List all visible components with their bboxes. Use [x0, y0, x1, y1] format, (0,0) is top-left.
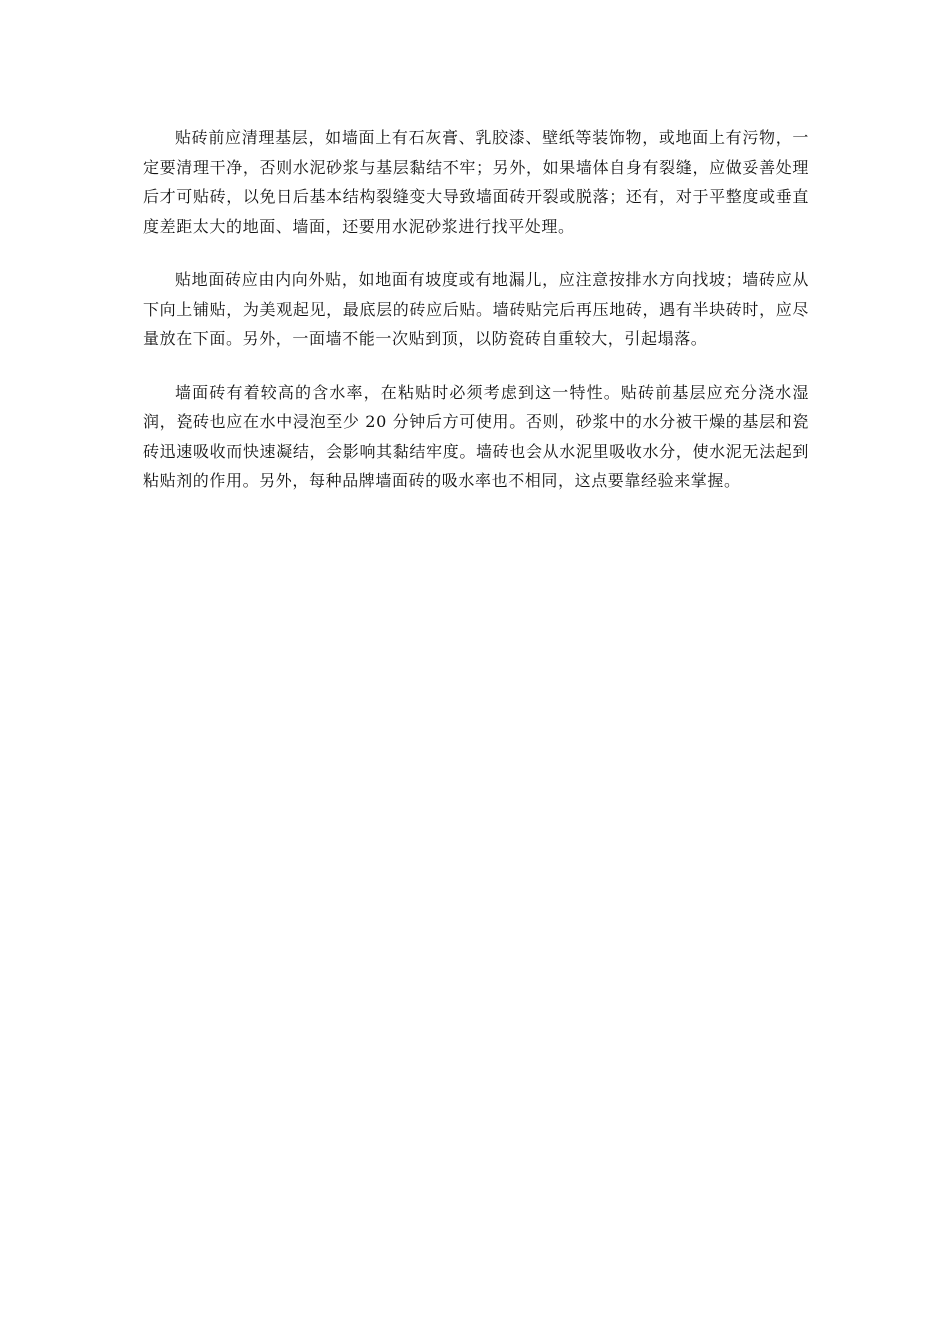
paragraph-laying-order: 贴地面砖应由内向外贴，如地面有坡度或有地漏儿，应注意按排水方向找坡；墙砖应从下向上铺贴，为美观起见，最底层的砖应后贴。墙砖贴完后再压地砖，遇有半块砖时，应尽量放在下面。另外，一面墙不能一次贴到顶，以防瓷砖自重较大，引起塌落。 — [143, 270, 809, 348]
paragraph-water-absorption: 墙面砖有着较高的含水率，在粘贴时必须考虑到这一特性。贴砖前基层应充分浇水湿润，瓷砖也应在水中浸泡至少 20 分钟后方可使用。否则，砂浆中的水分被干燥的基层和瓷砖迅速吸收而快速凝结，会影响其黏结牢度。墙砖也会从水泥里吸收水分，使水泥无法起到粘贴剂的作用。另外，每种品牌墙面砖的吸水率也不相同，这点要靠经验来掌握。 — [143, 382, 809, 490]
document-body — [143, 123, 809, 520]
paragraph-surface-preparation: 贴砖前应清理基层，如墙面上有石灰膏、乳胶漆、壁纸等装饰物，或地面上有污物，一定要清理干净，否则水泥砂浆与基层黏结不牢；另外，如果墙体自身有裂缝，应做妥善处理后才可贴砖，以免日后基本结构裂缝变大导致墙面砖开裂或脱落；还有，对于平整度或垂直度差距太大的地面、墙面，还要用水泥砂浆进行找平处理。 — [143, 128, 809, 236]
